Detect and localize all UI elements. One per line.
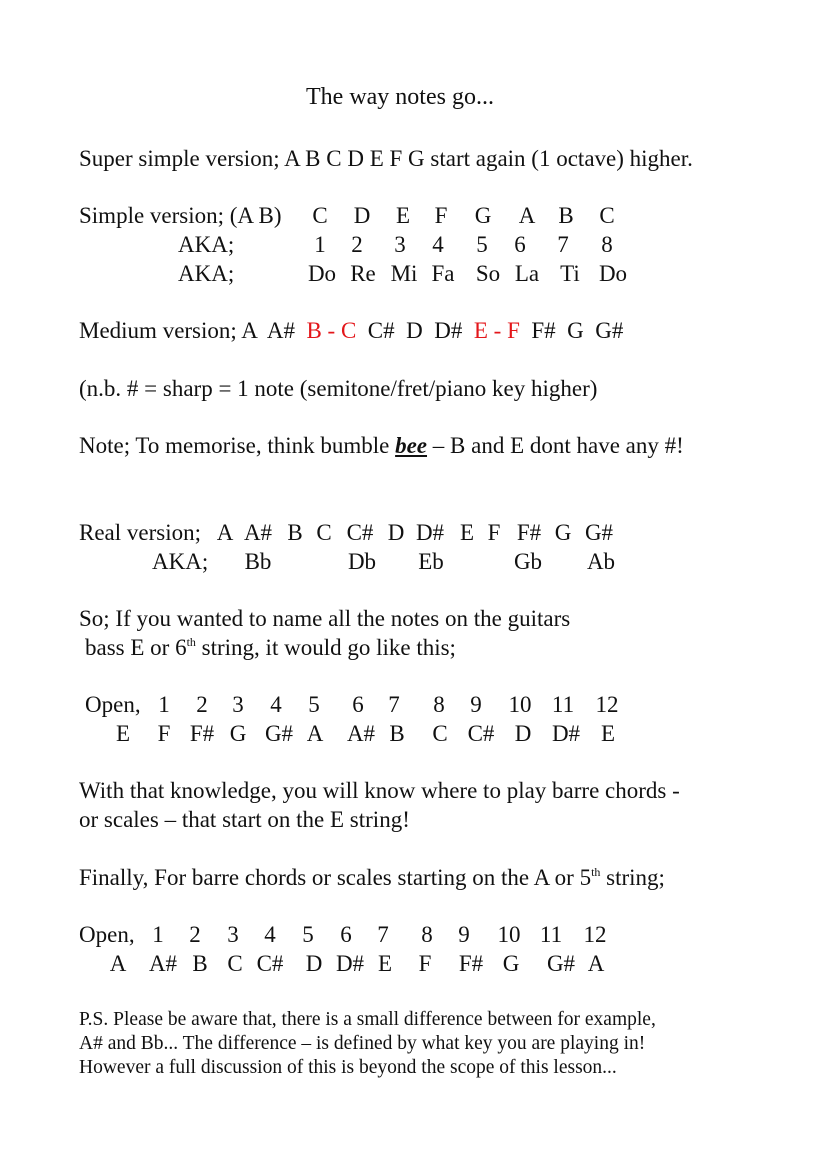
real-note: A (216, 520, 234, 545)
medium-highlight-b-c: B - C (306, 318, 357, 343)
medium-end-notes: F# G G# (531, 318, 624, 343)
fret-number: 4 (264, 922, 276, 947)
memorise-text-after: – B and E dont have any #! (427, 433, 684, 458)
real-note: F (487, 520, 501, 545)
simple-note: F (434, 203, 448, 228)
string-note: C# (256, 951, 284, 976)
real-note: C (316, 520, 332, 545)
fret-number: 8 (421, 922, 433, 947)
fret-number: 11 (551, 692, 575, 717)
simple-number: 3 (394, 232, 406, 257)
fret-number: 12 (595, 692, 619, 717)
solfege-syllable: Re (350, 261, 376, 286)
real-aka-label: AKA; (152, 549, 209, 574)
memorise-note (79, 432, 684, 460)
solfege-syllable: Mi (390, 261, 418, 286)
string-note: D (514, 721, 532, 746)
fret-number: 1 (158, 692, 170, 717)
string-note: E (600, 721, 616, 746)
simple-number: 4 (432, 232, 444, 257)
medium-version-line (79, 317, 623, 345)
fret-number: 7 (377, 922, 389, 947)
string-note: D# (335, 951, 365, 976)
flat-note: Gb (513, 549, 543, 574)
real-note: A# (243, 520, 273, 545)
fret-number: 3 (232, 692, 244, 717)
simple-number: 5 (476, 232, 488, 257)
fret-number: 10 (497, 922, 521, 947)
medium-version-label: Medium version; A A# (79, 318, 295, 343)
real-note: D# (415, 520, 445, 545)
solfege-syllable: Ti (560, 261, 580, 286)
string-note: B (389, 721, 405, 746)
fret-number: 5 (308, 692, 320, 717)
solfege-syllable: Do (598, 261, 628, 286)
string-note: D (305, 951, 323, 976)
memorise-text-before: Note; To memorise, think bumble (79, 433, 396, 458)
solfege-syllable: Do (307, 261, 337, 286)
solfege-syllable: La (514, 261, 540, 286)
e-string-intro-line-2 (85, 634, 456, 662)
flat-note: Eb (418, 549, 444, 574)
string-note: B (192, 951, 208, 976)
ordinal-suffix: th (591, 865, 601, 879)
page-title: The way notes go... (306, 84, 494, 110)
simple-note: A (518, 203, 536, 228)
string-note: A (306, 721, 324, 746)
simple-note: D (353, 203, 371, 228)
bee-emphasis: bee (395, 433, 428, 458)
knowledge-line-2: or scales – that start on the E string! (79, 807, 410, 832)
string-note: E (115, 721, 131, 746)
e-string-intro-a: bass E or 6 (85, 635, 187, 660)
flat-note: Ab (586, 549, 616, 574)
simple-note: G (474, 203, 492, 228)
simple-number: 8 (601, 232, 613, 257)
string-note: G# (264, 721, 294, 746)
simple-number: 7 (557, 232, 569, 257)
fret-number: 5 (302, 922, 314, 947)
e-string-intro-b: string, it would go like this; (195, 635, 456, 660)
a-string-intro-a: Finally, For barre chords or scales starting on the A or 5 (79, 865, 592, 890)
fret-number: 4 (270, 692, 282, 717)
nb-line: (n.b. # = sharp = 1 note (semitone/fret/piano key higher) (79, 376, 598, 401)
fret-number: 1 (152, 922, 164, 947)
fret-number: 9 (458, 922, 470, 947)
ordinal-suffix: th (186, 635, 196, 649)
solfege-syllable: So (475, 261, 501, 286)
fret-number: 10 (508, 692, 532, 717)
fret-number: 11 (539, 922, 563, 947)
string-note: D# (551, 721, 581, 746)
string-note: C# (467, 721, 495, 746)
simple-aka-label: AKA; (178, 232, 235, 257)
solfege-syllable: Fa (431, 261, 455, 286)
a-string-open-label: Open, (79, 922, 135, 947)
string-note: G (229, 721, 247, 746)
real-version-label: Real version; (79, 520, 201, 545)
e-string-open-label: Open, (85, 692, 141, 717)
string-note: G# (546, 951, 576, 976)
flat-note: Db (347, 549, 377, 574)
string-note: C (227, 951, 243, 976)
real-note: G (554, 520, 572, 545)
real-note: E (459, 520, 475, 545)
fret-number: 7 (388, 692, 400, 717)
super-simple-line: Super simple version; A B C D E F G start again (1 octave) higher. (79, 146, 693, 171)
simple-note: B (558, 203, 574, 228)
ps-line-1: P.S. Please be aware that, there is a small difference between for example, (79, 1009, 656, 1030)
fret-number: 6 (352, 692, 364, 717)
medium-highlight-e-f: E - F (473, 318, 520, 343)
string-note: A# (148, 951, 178, 976)
fret-number: 3 (227, 922, 239, 947)
string-note: F# (189, 721, 215, 746)
ps-line-3: However a full discussion of this is beyond the scope of this lesson... (79, 1057, 617, 1078)
a-string-intro-b: string; (600, 865, 665, 890)
string-note: F (157, 721, 171, 746)
simple-number: 1 (314, 232, 326, 257)
string-note: A# (346, 721, 376, 746)
real-note: C# (346, 520, 374, 545)
flat-note: Bb (244, 549, 272, 574)
simple-aka-label-2: AKA; (178, 261, 235, 286)
string-note: C (432, 721, 448, 746)
real-note: F# (516, 520, 542, 545)
fret-number: 2 (196, 692, 208, 717)
string-note: E (377, 951, 393, 976)
fret-number: 12 (583, 922, 607, 947)
ps-line-2: A# and Bb... The difference – is defined by what key you are playing in! (79, 1033, 646, 1054)
fret-number: 8 (433, 692, 445, 717)
simple-note: C (312, 203, 328, 228)
knowledge-line-1: With that knowledge, you will know where to play barre chords - (79, 778, 680, 803)
fret-number: 6 (340, 922, 352, 947)
medium-middle-notes: C# D D# (367, 318, 463, 343)
simple-note: E (395, 203, 411, 228)
a-string-intro (79, 864, 665, 892)
e-string-intro-line-1: So; If you wanted to name all the notes on the guitars (79, 606, 571, 631)
real-note: G# (584, 520, 614, 545)
simple-version-label: Simple version; (A B) (79, 203, 282, 228)
string-note: G (502, 951, 520, 976)
string-note: A (109, 951, 127, 976)
fret-number: 2 (189, 922, 201, 947)
simple-note: C (599, 203, 615, 228)
simple-number: 6 (514, 232, 526, 257)
simple-number: 2 (351, 232, 363, 257)
fret-number: 9 (470, 692, 482, 717)
real-note: B (287, 520, 303, 545)
real-note: D (387, 520, 405, 545)
string-note: F (418, 951, 432, 976)
string-note: F# (458, 951, 484, 976)
string-note: A (587, 951, 605, 976)
